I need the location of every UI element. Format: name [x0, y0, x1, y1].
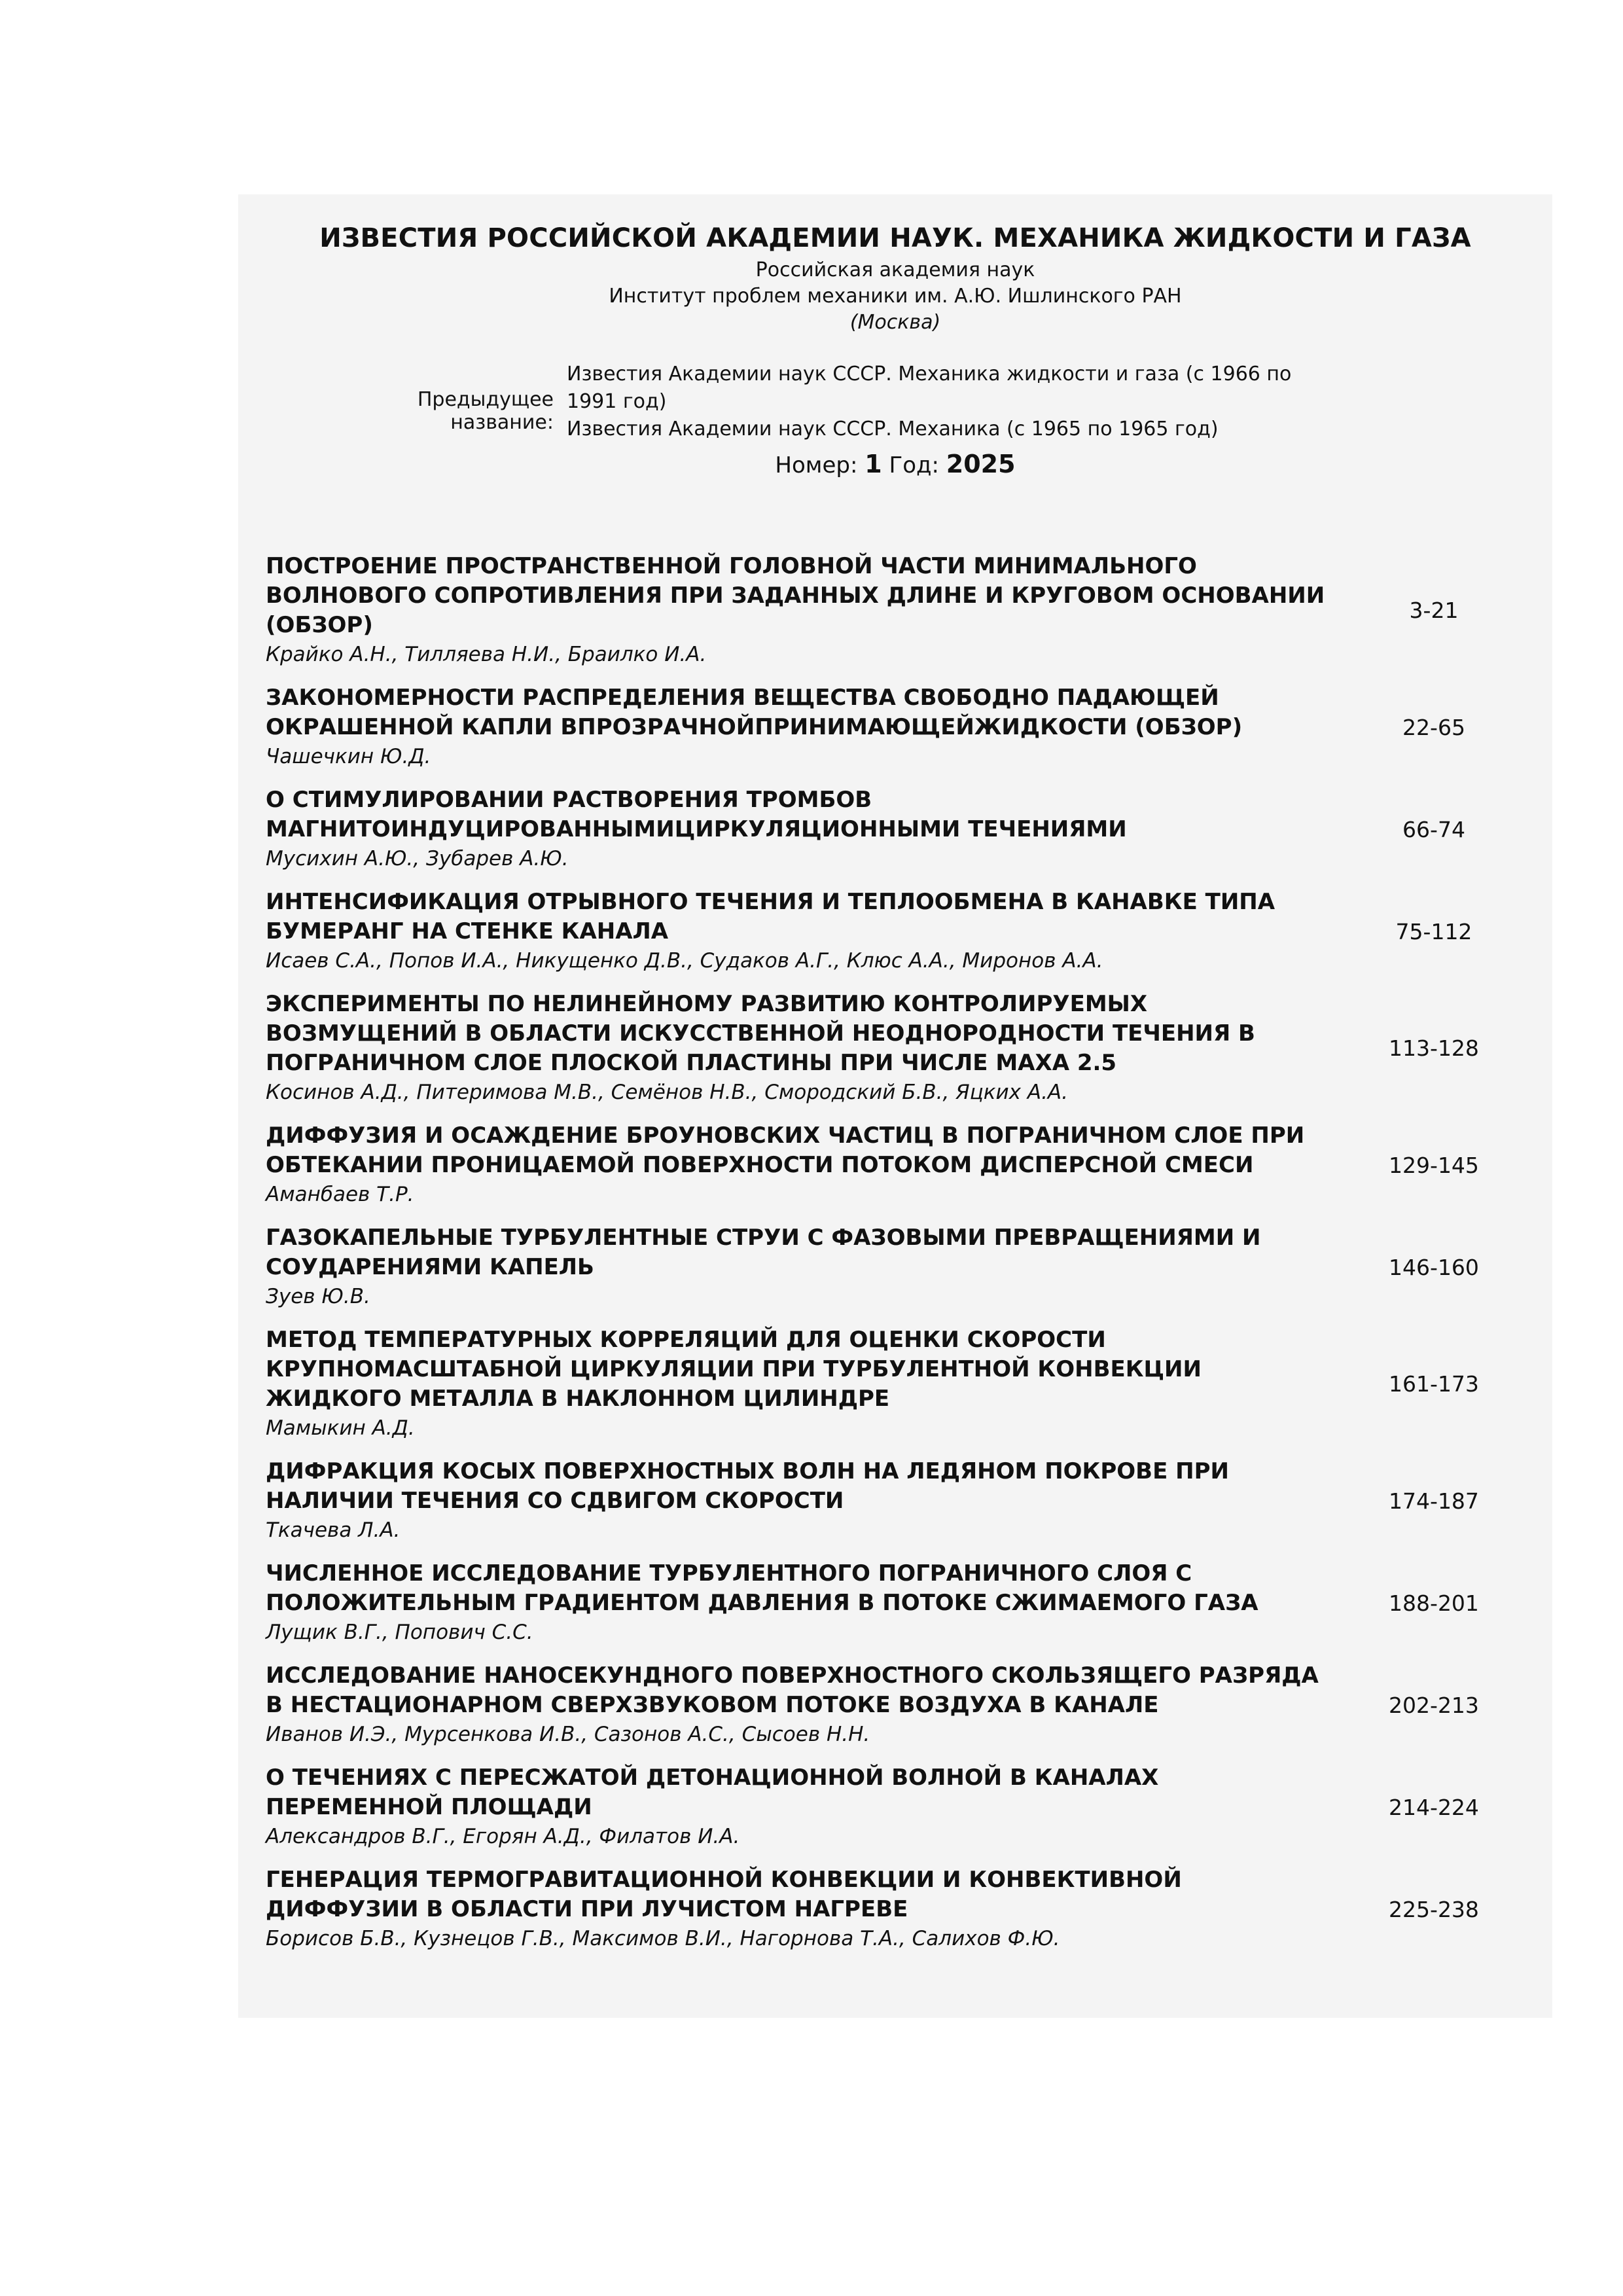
- issue-year: 2025: [946, 450, 1016, 478]
- article-authors: Косинов А.Д., Питеримова М.В., Семёнов Н.В., Смородский Б.В., Яцких А.А.: [266, 1081, 1068, 1104]
- article-authors: Александров В.Г., Егорян А.Д., Филатов И.А.: [266, 1825, 740, 1848]
- article-authors: Ткачева Л.А.: [266, 1518, 401, 1542]
- journal-title: ИЗВЕСТИЯ РОССИЙСКОЙ АКАДЕМИИ НАУК. МЕХАНИКА ЖИДКОСТИ И ГАЗА: [319, 223, 1471, 253]
- toc-entry: [266, 1121, 1529, 1209]
- issue-label: Номер:: [775, 452, 858, 478]
- toc-entry: [266, 1559, 1529, 1647]
- article-pages: 22-65: [1402, 714, 1465, 740]
- city: (Москва): [849, 311, 941, 334]
- article-title-link[interactable]: ПОСТРОЕНИЕ ПРОСТРАНСТВЕННОЙ ГОЛОВНОЙ ЧАСТИ МИНИМАЛЬНОГО ВОЛНОВОГО СОПРОТИВЛЕНИЯ ПРИ ЗАДАННЫХ ДЛИНЕ И КРУГОВОМ ОСНОВАНИИ (ОБЗОР): [266, 553, 1325, 638]
- toc-entry: [266, 1763, 1529, 1851]
- issue-sheet: [238, 194, 1552, 2018]
- article-authors: Лущик В.Г., Попович С.С.: [266, 1621, 533, 1644]
- article-authors: Мусихин А.Ю., Зубарев А.Ю.: [266, 847, 569, 870]
- article-title-link[interactable]: ИССЛЕДОВАНИЕ НАНОСЕКУНДНОГО ПОВЕРХНОСТНОГО СКОЛЬЗЯЩЕГО РАЗРЯДА В НЕСТАЦИОНАРНОМ СВЕРХЗВУКОВОМ ПОТОКЕ ВОЗДУХА В КАНАЛЕ: [266, 1662, 1319, 1718]
- article-pages: 146-160: [1389, 1254, 1479, 1280]
- issue-info: [238, 450, 1552, 478]
- article-authors: Мамыкин А.Д.: [266, 1416, 415, 1440]
- article-pages: 174-187: [1389, 1488, 1479, 1514]
- article-authors: Аманбаев Т.Р.: [266, 1183, 414, 1206]
- article-authors: Зуев Ю.В.: [266, 1285, 370, 1308]
- article-title-link[interactable]: МЕТОД ТЕМПЕРАТУРНЫХ КОРРЕЛЯЦИЙ ДЛЯ ОЦЕНКИ СКОРОСТИ КРУПНОМАСШТАБНОЙ ЦИРКУЛЯЦИИ ПРИ ТУРБУЛЕНТНОЙ КОНВЕКЦИИ ЖИДКОГО МЕТАЛЛА В НАКЛОННОМ ЦИЛИНДРЕ: [266, 1327, 1202, 1412]
- previous-names-label: Предыдущее название:: [417, 388, 554, 434]
- toc-entry: [266, 1325, 1529, 1443]
- article-authors: Чашечкин Ю.Д.: [266, 745, 431, 768]
- article-title-link[interactable]: ГЕНЕРАЦИЯ ТЕРМОГРАВИТАЦИОННОЙ КОНВЕКЦИИ И КОНВЕКТИВНОЙ ДИФФУЗИИ В ОБЛАСТИ ПРИ ЛУЧИСТОМ НАГРЕВЕ: [266, 1867, 1182, 1922]
- article-title-link[interactable]: ЧИСЛЕННОЕ ИССЛЕДОВАНИЕ ТУРБУЛЕНТНОГО ПОГРАНИЧНОГО СЛОЯ С ПОЛОЖИТЕЛЬНЫМ ГРАДИЕНТОМ ДАВЛЕНИЯ В ПОТОКЕ СЖИМАЕМОГО ГАЗА: [266, 1560, 1258, 1616]
- article-pages: 3-21: [1409, 598, 1459, 623]
- toc-entry: [266, 888, 1529, 975]
- toc-entry: [266, 990, 1529, 1107]
- table-of-contents: [266, 552, 1529, 1967]
- article-pages: 113-128: [1389, 1035, 1479, 1061]
- toc-entry: [266, 1661, 1529, 1749]
- article-authors: Иванов И.Э., Мурсенкова И.В., Сазонов А.С., Сысоев Н.Н.: [266, 1723, 870, 1746]
- article-title-link[interactable]: ДИФРАКЦИЯ КОСЫХ ПОВЕРХНОСТНЫХ ВОЛН НА ЛЕДЯНОМ ПОКРОВЕ ПРИ НАЛИЧИИ ТЕЧЕНИЯ СО СДВИГОМ СКОРОСТИ: [266, 1458, 1229, 1514]
- article-pages: 225-238: [1389, 1896, 1479, 1922]
- previous-name: Известия Академии наук СССР. Механика (с 1965 по 1965 год): [567, 418, 1219, 440]
- article-title-link[interactable]: ЭКСПЕРИМЕНТЫ ПО НЕЛИНЕЙНОМУ РАЗВИТИЮ КОНТРОЛИРУЕМЫХ ВОЗМУЩЕНИЙ В ОБЛАСТИ ИСКУССТВЕННОЙ НЕОДНОРОДНОСТИ ТЕЧЕНИЯ В ПОГРАНИЧНОМ СЛОЕ ПЛОСКОЙ ПЛАСТИНЫ ПРИ ЧИСЛЕ МАХА 2.5: [266, 991, 1255, 1076]
- article-authors: Исаев С.А., Попов И.А., Никущенко Д.В., Судаков А.Г., Клюс А.А., Миронов А.А.: [266, 949, 1103, 973]
- article-title-link[interactable]: ИНТЕНСИФИКАЦИЯ ОТРЫВНОГО ТЕЧЕНИЯ И ТЕПЛООБМЕНА В КАНАВКЕ ТИПА БУМЕРАНГ НА СТЕНКЕ КАНАЛА: [266, 889, 1275, 944]
- toc-entry: [266, 683, 1529, 771]
- publisher: Российская академия наук: [755, 259, 1035, 281]
- year-label: Год:: [889, 452, 939, 478]
- toc-entry: [266, 552, 1529, 669]
- issue-number: 1: [865, 450, 882, 478]
- institute: Институт проблем механики им. А.Ю. Ишлинского РАН: [609, 285, 1182, 308]
- article-title-link[interactable]: О ТЕЧЕНИЯХ С ПЕРЕСЖАТОЙ ДЕТОНАЦИОННОЙ ВОЛНОЙ В КАНАЛАХ ПЕРЕМЕННОЙ ПЛОЩАДИ: [266, 1765, 1159, 1820]
- article-title-link[interactable]: ЗАКОНОМЕРНОСТИ РАСПРЕДЕЛЕНИЯ ВЕЩЕСТВА СВОБОДНО ПАДАЮЩЕЙ ОКРАШЕННОЙ КАПЛИ ВПРОЗРАЧНОЙПРИНИМАЮЩЕЙЖИДКОСТИ (ОБЗОР): [266, 685, 1243, 740]
- article-pages: 214-224: [1389, 1794, 1479, 1820]
- article-pages: 66-74: [1402, 816, 1465, 842]
- toc-entry: [266, 1457, 1529, 1545]
- article-title-link[interactable]: ГАЗОКАПЕЛЬНЫЕ ТУРБУЛЕНТНЫЕ СТРУИ С ФАЗОВЫМИ ПРЕВРАЩЕНИЯМИ И СОУДАРЕНИЯМИ КАПЕЛЬ: [266, 1225, 1261, 1280]
- article-authors: Борисов Б.В., Кузнецов Г.В., Максимов В.И., Нагорнова Т.А., Салихов Ф.Ю.: [266, 1927, 1060, 1950]
- toc-entry: [266, 785, 1529, 873]
- previous-names-list: [567, 361, 1313, 443]
- article-pages: 161-173: [1389, 1371, 1479, 1397]
- article-title-link[interactable]: ДИФФУЗИЯ И ОСАЖДЕНИЕ БРОУНОВСКИХ ЧАСТИЦ В ПОГРАНИЧНОМ СЛОЕ ПРИ ОБТЕКАНИИ ПРОНИЦАЕМОЙ ПОВЕРХНОСТИ ПОТОКОМ ДИСПЕРСНОЙ СМЕСИ: [266, 1122, 1305, 1178]
- article-pages: 202-213: [1389, 1692, 1479, 1718]
- article-authors: Крайко А.Н., Тилляева Н.И., Браилко И.А.: [266, 643, 707, 666]
- previous-name: Известия Академии наук СССР. Механика жидкости и газа (с 1966 по 1991 год): [567, 363, 1292, 413]
- article-title-link[interactable]: О СТИМУЛИРОВАНИИ РАСТВОРЕНИЯ ТРОМБОВ МАГНИТОИНДУЦИРОВАННЫМИЦИРКУЛЯЦИОННЫМИ ТЕЧЕНИЯМИ: [266, 787, 1127, 842]
- toc-entry: [266, 1223, 1529, 1311]
- toc-entry: [266, 1865, 1529, 1953]
- article-pages: 75-112: [1395, 918, 1472, 944]
- article-pages: 188-201: [1389, 1590, 1479, 1616]
- article-pages: 129-145: [1389, 1152, 1479, 1178]
